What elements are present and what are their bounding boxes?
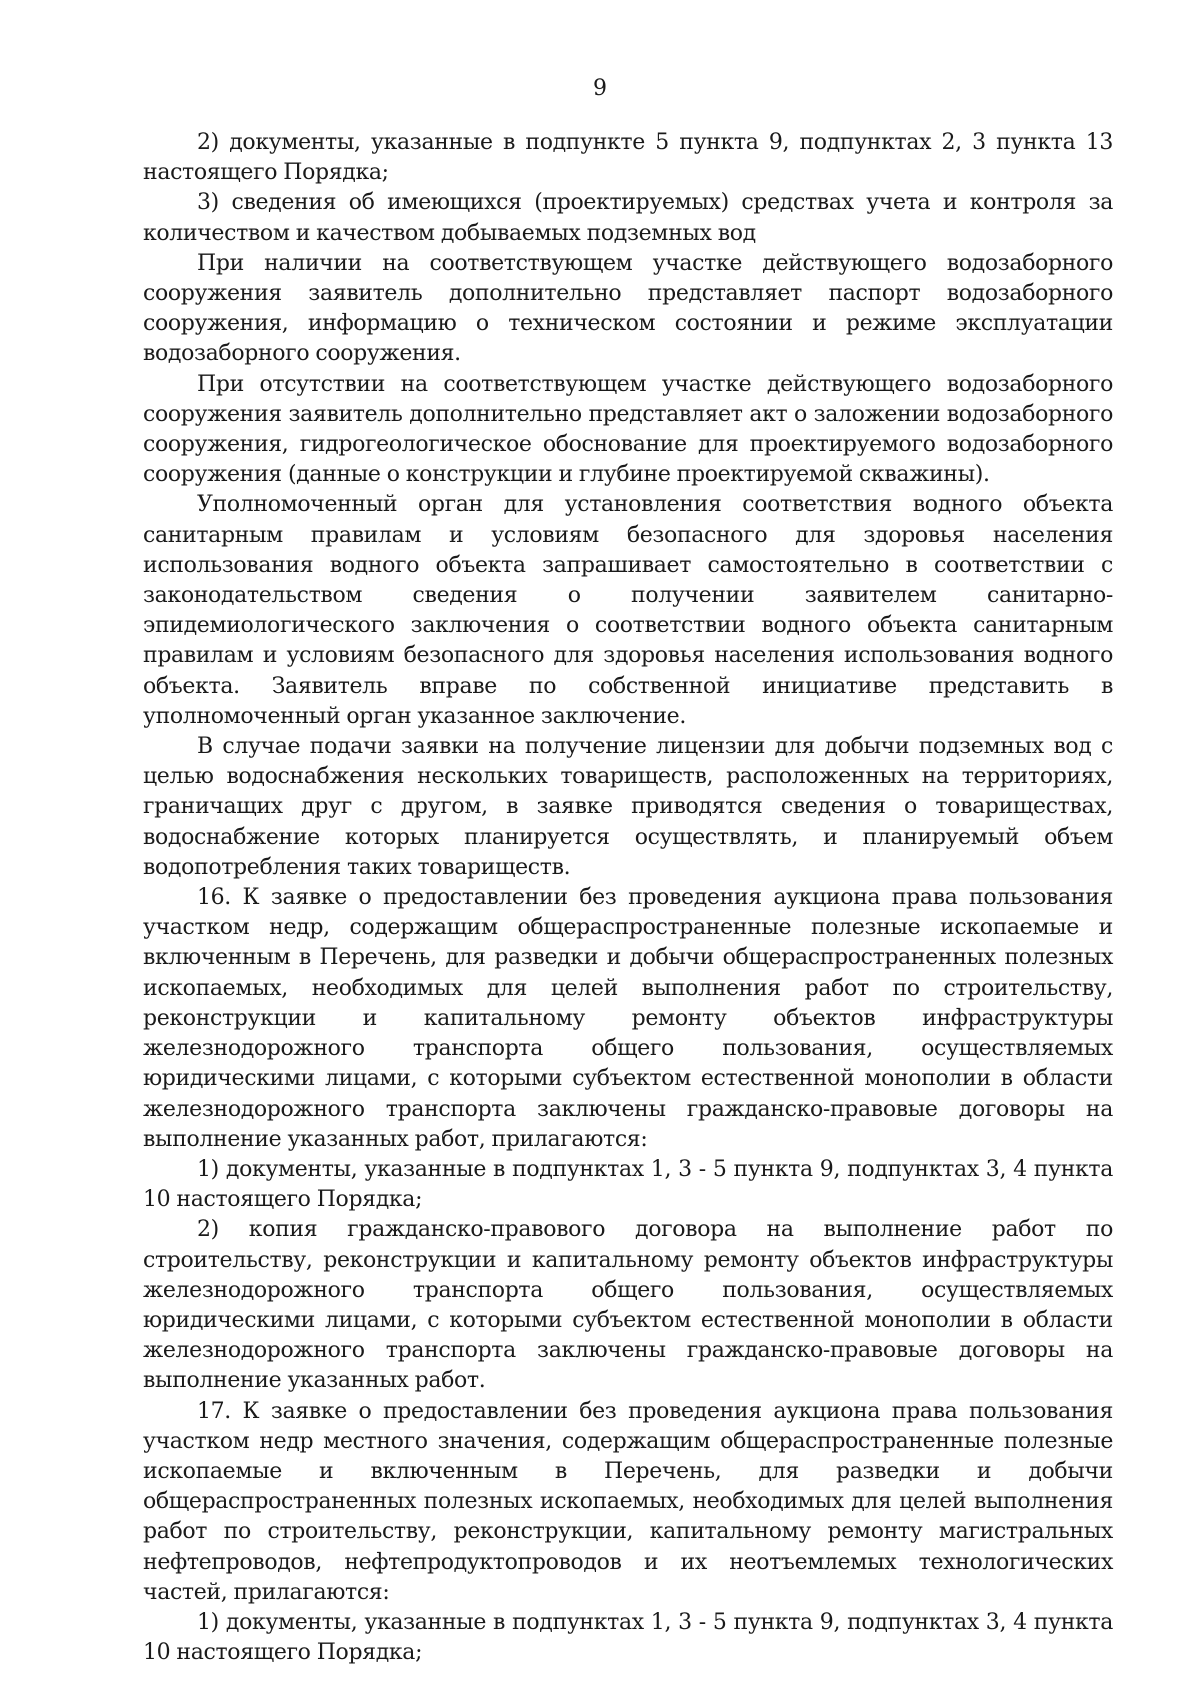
paragraph: Уполномоченный орган для установления соответствия водного объекта санитарным правилам и условиям безопасного для здоровья населения использования водного объекта запрашивает самостоятельно в соответствии с законодательством сведения о получении заявителем санитарно-эпидемиологического заключения о соответствии водного объекта санитарным правилам и условиям безопасного для здоровья населения использования водного объекта. Заявитель вправе по собственной инициативе представить в уполномоченный орган указанное заключение.: [143, 492, 1113, 729]
paragraph: В случае подачи заявки на получение лицензии для добычи подземных вод с целью водоснабжения нескольких товариществ, расположенных на территориях, граничащих друг с другом, в заявке приводятся сведения о товариществах, водоснабжение которых планируется осуществлять, и планируемый объем водопотребления таких товариществ.: [143, 734, 1113, 880]
paragraph: 2) документы, указанные в подпункте 5 пункта 9, подпунктах 2, 3 пункта 13 настоящего Порядка;: [143, 130, 1113, 186]
page-number: 9: [593, 76, 607, 101]
paragraph: 16. К заявке о предоставлении без проведения аукциона права пользования участком недр, содержащим общераспространенные полезные ископаемые и включенным в Перечень, для разведки и добычи общераспространенных полезных ископаемых, необходимых для целей выполнения работ по строительству, реконструкции и капитальному ремонту объектов инфраструктуры железнодорожного транспорта общего пользования, осуществляемых юридическими лицами, с которыми субъектом естественной монополии в области железнодорожного транспорта заключены гражданско-правовые договоры на выполнение указанных работ, прилагаются:: [143, 885, 1113, 1152]
paragraph: 2) копия гражданско-правового договора на выполнение работ по строительству, реконструкции и капитальному ремонту объектов инфраструктуры железнодорожного транспорта общего пользования, осуществляемых юридическими лицами, с которыми субъектом естественной монополии в области железнодорожного транспорта заключены гражданско-правовые договоры на выполнение указанных работ.: [143, 1217, 1113, 1394]
paragraph: При отсутствии на соответствующем участке действующего водозаборного сооружения заявитель дополнительно представляет акт о заложении водозаборного сооружения, гидрогеологическое обоснование для проектируемого водозаборного сооружения (данные о конструкции и глубине проектируемой скважины).: [143, 371, 1113, 488]
paragraph: 17. К заявке о предоставлении без проведения аукциона права пользования участком недр местного значения, содержащим общераспространенные полезные ископаемые и включенным в Перечень, для разведки и добычи общераспространенных полезных ископаемых, необходимых для целей выполнения работ по строительству, реконструкции, капитальному ремонту магистральных нефтепроводов, нефтепродуктопроводов и их неотъемлемых технологических частей, прилагаются:: [143, 1398, 1113, 1605]
paragraph: 3) сведения об имеющихся (проектируемых) средствах учета и контроля за количеством и качеством добываемых подземных вод: [143, 190, 1113, 246]
paragraph: 1) документы, указанные в подпунктах 1, 3 - 5 пункта 9, подпунктах 3, 4 пункта 10 настоящего Порядка;: [143, 1609, 1113, 1666]
document-body: [143, 128, 1113, 1668]
paragraph: При наличии на соответствующем участке действующего водозаборного сооружения заявитель дополнительно представляет паспорт водозаборного сооружения, информацию о техническом состоянии и режиме эксплуатации водозаборного сооружения.: [143, 250, 1113, 367]
paragraph: 1) документы, указанные в подпунктах 1, 3 - 5 пункта 9, подпунктах 3, 4 пункта 10 настоящего Порядка;: [143, 1156, 1113, 1213]
